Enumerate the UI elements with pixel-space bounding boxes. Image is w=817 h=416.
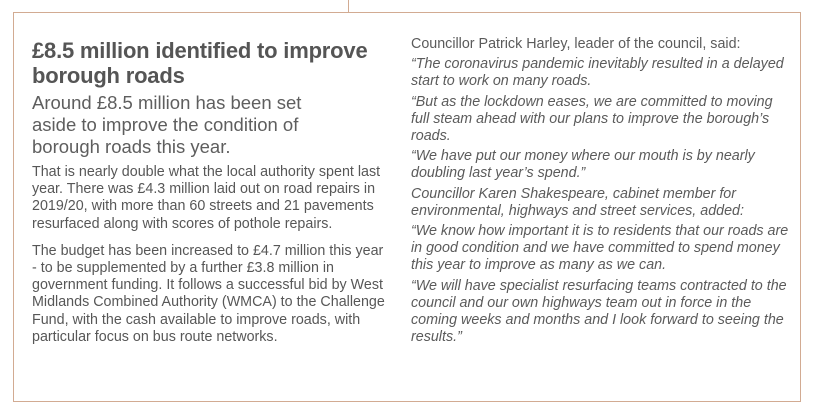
article-standfirst: Around £8.5 million has been set aside to improve the condition of borough roads this year. xyxy=(32,92,302,157)
body-paragraph-2: The budget has been increased to £4.7 million this year - to be supplemented by a further £3.8 million in government funding. It follows a successful bid by West Midlands Combined Authority (WMCA) to the Challenge Fund, with the cash available to improve roads, with particular focus on bus route networks. xyxy=(32,242,385,345)
quote-attribution-shakespeare: Councillor Karen Shakespeare, cabinet member for environmental, highways and street services, added: xyxy=(411,185,744,219)
right-column xyxy=(411,36,791,349)
body-paragraph-1: That is nearly double what the local authority spent last year. There was £4.3 million laid out on road repairs in 2019/20, with more than 60 streets and 21 pavements resurfaced along with scores of pothole repairs. xyxy=(32,164,381,232)
article-headline: £8.5 million identified to improve borough roads xyxy=(32,38,368,88)
top-divider-tick xyxy=(348,0,349,12)
quote-harley-3: “We have put our money where our mouth is by nearly doubling last year’s spend.” xyxy=(411,148,755,182)
quote-attribution-harley: Councillor Patrick Harley, leader of the council, said: xyxy=(411,36,741,52)
quote-harley-1: “The coronavirus pandemic inevitably resulted in a delayed start to work on many roads. xyxy=(411,56,784,90)
quote-shakespeare-2: “We will have specialist resurfacing teams contracted to the council and our own highways team out in force in the coming weeks and months and I look forward to seeing the results.” xyxy=(411,277,787,346)
left-column xyxy=(32,38,387,346)
quote-shakespeare-1: “We know how important it is to residents that our roads are in good condition and we have committed to spend money this year to improve as many as we can. xyxy=(411,223,789,274)
quote-harley-2: “But as the lockdown eases, we are committed to moving full steam ahead with our plans to improve the borough’s roads. xyxy=(411,93,773,145)
